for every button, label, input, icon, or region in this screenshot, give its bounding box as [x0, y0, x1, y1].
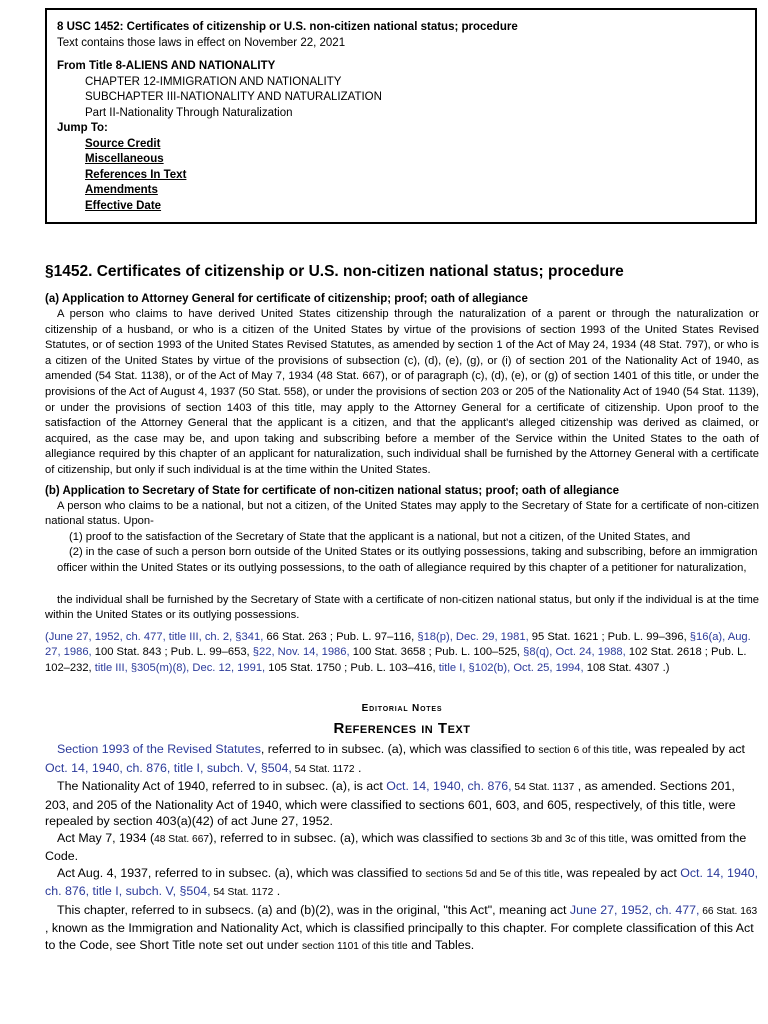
- document-header-box: [45, 8, 757, 224]
- ref5-text-2: , known as the Immigration and Nationality Act, which is classified principally to this chapter. For complete classification of this Act to the Code, see Short Title note set out under: [45, 921, 754, 952]
- ref1-small-2: 54 Stat. 1172: [291, 763, 355, 775]
- ref2-text-2: , as amended. Sections 201, 203, and 205 of the Nationality Act of 1940, which were classified to sections 601, 603, and 605, respectively, of this title, were repealed by section 403(a)(42) of act June 27, 1952.: [45, 779, 736, 829]
- reference-note-5: [45, 902, 759, 956]
- ref5-small-1: 66 Stat. 163: [699, 905, 758, 917]
- ref3-text-3: , was omitted from the Code.: [45, 830, 747, 864]
- reference-note-2: [45, 778, 759, 830]
- source-credit-link-1952[interactable]: June 27, 1952, ch. 477, title III, ch. 2, §341,: [48, 630, 264, 643]
- reference-note-4: [45, 865, 759, 902]
- ref4-small-2: 54 Stat. 1172: [210, 887, 274, 899]
- ref4-small-1: sections 5d and 5e of this title: [425, 868, 560, 880]
- ref3-text-1: Act May 7, 1934 (: [57, 830, 155, 845]
- part-line: Part II-Nationality Through Naturalization: [85, 106, 293, 119]
- jump-link-effective-date[interactable]: Effective Date: [85, 199, 162, 212]
- source-credit-link-1988[interactable]: §8(q), Oct. 24, 1988,: [523, 646, 626, 659]
- subsection-a-text: A person who claims to have derived United States citizenship through the naturalization of a parent or through the naturalization or citizenship of a husband, or who is a citizen of the United States by virtue of the provisions of section 1993 of the United States Revised Statutes, or of section 1993 of the United States Revised Statutes, as amended by section 1 of the Act of May 24, 1934 (48 Stat. 797), or who is a citizen of the United States by virtue of the provisions of subsection (c), (d), (e), (g), or (i) of section 201 of the Nationality Act of 1940, as amended (54 Stat. 1138), or of the Act of May 7, 1934 (48 Stat. 667), or of paragraph (c), (d), (e), or (g) of section 1401 of this title, or under the provisions of the Act of August 4, 1937 (50 Stat. 558), or under the provisions of section 203 or 205 of the Nationality Act of 1940 (54 Stat. 1139), or under the provisions of section 1403 of this title, may apply to the Attorney General for a certificate of citizenship. Upon proof to the satisfaction of the Attorney General that the applicant is a citizen, and that the applicant's alleged citizenship was derived as claimed, or acquired, as the case may be, and upon taking and subscribing before a member of the Service within the United States to the oath of allegiance required by this chapter of an applicant for naturalization, such individual shall be furnished by the Attorney General with a certificate of citizenship, but only if such individual is at the time within the United States.: [45, 308, 759, 476]
- ref1-text-1: , referred to in subsec. (a), which was classified to: [260, 742, 539, 757]
- jump-link-references-in-text[interactable]: References In Text: [85, 168, 187, 181]
- subchapter-line: SUBCHAPTER III-NATIONALITY AND NATURALIZATION: [85, 91, 382, 103]
- source-credit-text-5: 102 Stat. 2618 ; Pub. L. 102–232,: [45, 646, 747, 674]
- jump-link-miscellaneous[interactable]: Miscellaneous: [85, 153, 164, 165]
- source-credit-link-1986b[interactable]: §22, Nov. 14, 1986,: [252, 646, 350, 659]
- ref3-text-2: ), referred to in subsec. (a), which was classified to: [209, 830, 491, 845]
- source-credit-text-7: 108 Stat. 4307 .): [583, 661, 670, 674]
- subsection-b-text: A person who claims to be a national, but not a citizen, of the United States may apply to the Secretary of State for a certificate of non-citizen national status. Upon-: [45, 499, 759, 528]
- section-body: [45, 291, 759, 955]
- source-credit-text-6: 105 Stat. 1750 ; Pub. L. 103–416,: [265, 661, 439, 674]
- ref1-small-1: section 6 of this title: [538, 745, 628, 757]
- subsection-b-flush-text: the individual shall be furnished by the Secretary of State with a certificate of non-citizen national status, but only if the individual is at the time within the United States or its outlying possessions.: [45, 593, 759, 622]
- references-in-text-heading: References in Text: [333, 720, 471, 738]
- ref4-text-1: Act Aug. 4, 1937, referred to in subsec. (a), which was classified to: [57, 865, 426, 880]
- source-credit-link-1994[interactable]: title I, §102(b), Oct. 25, 1994,: [438, 661, 584, 674]
- editorial-notes-heading: Editorial Notes: [361, 703, 443, 715]
- ref3-small-2: sections 3b and 3c of this title: [490, 833, 625, 845]
- source-credit-text-2: 95 Stat. 1621 ; Pub. L. 99–396,: [528, 630, 690, 643]
- source-credit-link-1981[interactable]: §18(p), Dec. 29, 1981,: [417, 630, 529, 643]
- ref5-text-1: This chapter, referred to in subsecs. (a) and (b)(2), was in the original, "this Act", meaning act: [57, 902, 570, 917]
- ref-link-rs-1993[interactable]: Section 1993 of the Revised Statutes: [57, 742, 261, 757]
- ref5-text-3: and Tables.: [407, 937, 475, 952]
- source-credit: [45, 630, 759, 677]
- ref-link-1952-477[interactable]: June 27, 1952, ch. 477,: [569, 902, 700, 917]
- effective-date-note: Text contains those laws in effect on November 22, 2021: [57, 36, 346, 49]
- from-title: From Title 8-ALIENS AND NATIONALITY: [57, 60, 276, 72]
- subsection-b-paragraph-1: (1) proof to the satisfaction of the Secretary of State that the applicant is a national, but not a citizen, of the United States, and: [69, 530, 691, 543]
- subsection-b-heading: (b) Application to Secretary of State for certificate of non-citizen national status; proof; oath of allegiance: [45, 484, 619, 497]
- ref5-small-2: section 1101 of this title: [301, 940, 408, 952]
- source-credit-text-3: 100 Stat. 843 ; Pub. L. 99–653,: [91, 646, 253, 659]
- source-credit-link-1991[interactable]: title III, §305(m)(8), Dec. 12, 1991,: [94, 661, 266, 674]
- jump-to-label: Jump To:: [57, 122, 108, 134]
- chapter-line: CHAPTER 12-IMMIGRATION AND NATIONALITY: [85, 75, 342, 88]
- ref-link-1940-504-a[interactable]: Oct. 14, 1940, ch. 876, title I, subch. V, §504,: [45, 760, 292, 775]
- reference-note-3: [45, 830, 759, 865]
- ref2-text-1: The Nationality Act of 1940, referred to in subsec. (a), is act: [57, 779, 387, 794]
- jump-link-amendments[interactable]: Amendments: [85, 184, 158, 196]
- ref3-small-1: 48 Stat. 667: [154, 833, 210, 845]
- ref1-end: .: [354, 760, 362, 775]
- source-credit-link-1986a[interactable]: §16(a), Aug. 27, 1986,: [45, 630, 751, 659]
- ref4-text-2: , was repealed by act: [559, 865, 681, 880]
- source-credit-open: (: [45, 630, 49, 643]
- ref-link-1940-504-b[interactable]: Oct. 14, 1940, ch. 876, title I, subch. V, §504,: [45, 865, 759, 899]
- ref2-small: 54 Stat. 1137: [511, 782, 575, 794]
- reference-note-1: [45, 741, 759, 778]
- jump-link-source-credit[interactable]: Source Credit: [85, 137, 161, 150]
- subsection-a-heading: (a) Application to Attorney General for certificate of citizenship; proof; oath of allegiance: [45, 293, 528, 305]
- source-credit-text-4: 100 Stat. 3658 ; Pub. L. 100–525,: [349, 646, 524, 659]
- source-credit-text-1: 66 Stat. 263 ; Pub. L. 97–116,: [263, 630, 418, 643]
- section-title: §1452. Certificates of citizenship or U.S. non-citizen national status; procedure: [45, 263, 624, 280]
- subsection-b-paragraph-2: (2) in the case of such a person born outside of the United States or its outlying possessions, taking and subscribing, before an immigration officer within the United States or its outlying possessions, to the oath of allegiance required by this chapter of a petitioner for naturalization,: [57, 546, 758, 574]
- usc-citation: 8 USC 1452: Certificates of citizenship or U.S. non-citizen national status; procedure: [57, 21, 518, 33]
- ref1-text-2: , was repealed by act: [627, 742, 745, 757]
- ref-link-1940-876[interactable]: Oct. 14, 1940, ch. 876,: [386, 779, 512, 794]
- ref4-end: .: [273, 884, 281, 899]
